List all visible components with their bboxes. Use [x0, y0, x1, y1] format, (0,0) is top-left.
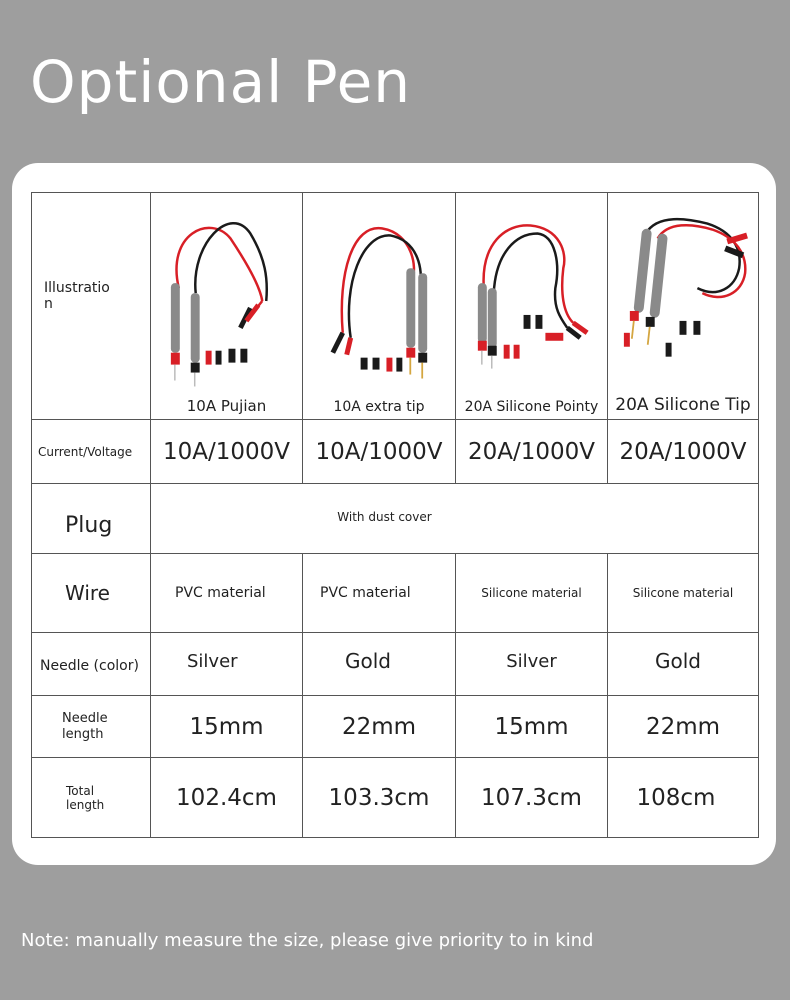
table-row-illustration: [32, 193, 759, 420]
test-lead-image-2: [303, 193, 455, 419]
illustration-cell-4: [608, 193, 759, 420]
current-voltage-2: 10A/1000V: [303, 420, 456, 484]
illustration-caption-1: 10A Pujian: [151, 397, 302, 415]
row-label-text: Total length: [66, 783, 105, 812]
test-lead-image-1: [151, 193, 302, 419]
page-title: Optional Pen: [30, 48, 412, 116]
needle-color-3: Silver: [456, 633, 608, 696]
row-label-needle-length: [32, 696, 151, 758]
total-length-3: 107.3cm: [456, 758, 608, 838]
needle-color-2: Gold: [303, 633, 456, 696]
spec-table: [31, 192, 759, 838]
wire-3: Silicone material: [456, 554, 608, 633]
test-lead-image-3: [456, 193, 607, 419]
current-voltage-3: 20A/1000V: [456, 420, 608, 484]
illustration-cell-3: [456, 193, 608, 420]
total-length-4: 108cm: [608, 758, 759, 838]
row-label-total-length: [32, 758, 151, 838]
total-length-1: 102.4cm: [151, 758, 303, 838]
illustration-caption-2: 10A extra tip: [303, 399, 455, 415]
current-voltage-1: 10A/1000V: [151, 420, 303, 484]
table-row-total-length: [32, 758, 759, 838]
total-length-2: 103.3cm: [303, 758, 456, 838]
needle-length-1: 15mm: [151, 696, 303, 758]
table-row-needle-length: [32, 696, 759, 758]
table-row-needle-color: [32, 633, 759, 696]
table-row-plug: [32, 484, 759, 554]
row-label-plug: Plug: [32, 484, 151, 554]
current-voltage-4: 20A/1000V: [608, 420, 759, 484]
wire-2: PVC material: [303, 554, 456, 633]
illustration-caption-4: 20A Silicone Tip: [608, 395, 758, 415]
needle-color-4: Gold: [608, 633, 759, 696]
illustration-cell-2: [303, 193, 456, 420]
table-row-current-voltage: [32, 420, 759, 484]
needle-length-2: 22mm: [303, 696, 456, 758]
plug-value: With dust cover: [151, 484, 759, 554]
wire-4: Silicone material: [608, 554, 759, 633]
row-label-illustration: [32, 193, 151, 420]
row-label-wire: Wire: [32, 554, 151, 633]
row-label-text: Needle length: [62, 710, 108, 742]
table-row-wire: [32, 554, 759, 633]
spec-card: [12, 163, 776, 865]
needle-length-4: 22mm: [608, 696, 759, 758]
row-label-current-voltage: Current/Voltage: [32, 420, 151, 484]
illustration-cell-1: [151, 193, 303, 420]
footnote: Note: manually measure the size, please give priority to in kind: [21, 930, 594, 951]
row-label-text: Illustratio n: [44, 280, 110, 312]
illustration-caption-3: 20A Silicone Pointy: [456, 399, 607, 415]
row-label-needle-color: Needle (color): [32, 633, 151, 696]
needle-length-3: 15mm: [456, 696, 608, 758]
wire-1: PVC material: [151, 554, 303, 633]
test-lead-image-4: [608, 193, 758, 419]
needle-color-1: Silver: [151, 633, 303, 696]
